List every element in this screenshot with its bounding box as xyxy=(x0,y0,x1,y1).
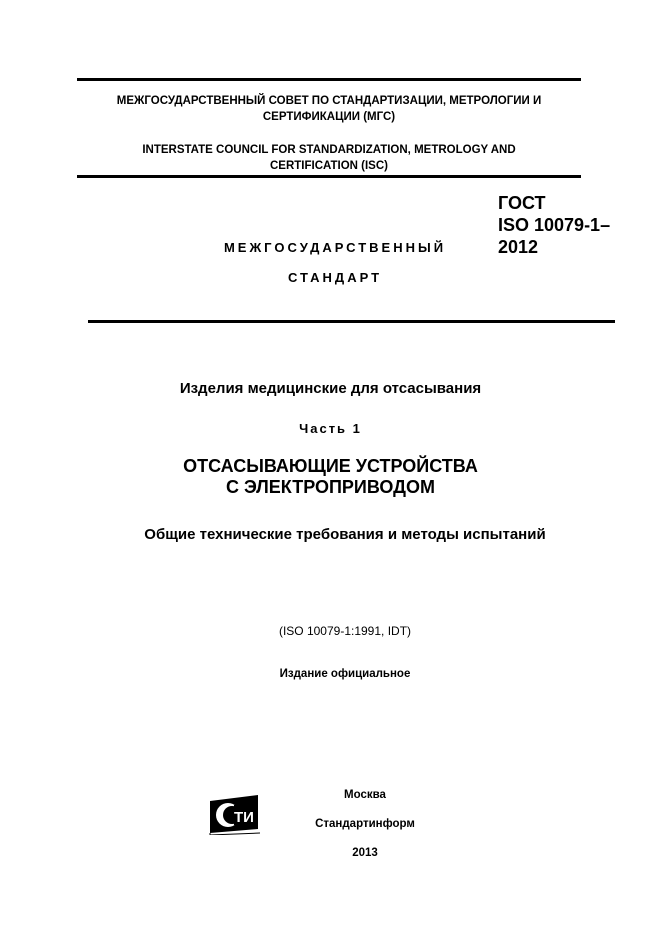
publisher-city: Москва xyxy=(344,789,386,801)
svg-text:ТИ: ТИ xyxy=(234,809,254,826)
standard-type-line: МЕЖГОСУДАРСТВЕННЫЙ xyxy=(223,240,447,255)
divider-bottom xyxy=(88,320,615,323)
subtitle-line: ОТСАСЫВАЮЩИЕ УСТРОЙСТВА xyxy=(183,456,478,476)
standard-type xyxy=(200,233,470,293)
publication-year: 2013 xyxy=(352,847,378,859)
standartinform-logo xyxy=(208,793,262,835)
council-en-line: INTERSTATE COUNCIL FOR STANDARDIZATION, METROLOGY AND xyxy=(142,144,516,156)
part-label: Часть 1 xyxy=(299,421,362,436)
gost-designation xyxy=(498,192,610,258)
publisher-name: Стандартинформ xyxy=(315,818,415,830)
standard-type-line: СТАНДАРТ xyxy=(287,270,383,285)
designation-line: ГОСТ xyxy=(498,193,546,213)
subtitle-line: С ЭЛЕКТРОПРИВОДОМ xyxy=(226,477,435,497)
council-ru-line: СЕРТИФИКАЦИИ (МГС) xyxy=(262,111,396,123)
designation-line: 2012 xyxy=(498,237,539,257)
council-en xyxy=(77,142,581,174)
council-en-line: CERTIFICATION (ISC) xyxy=(270,160,388,172)
council-ru-line: МЕЖГОСУДАРСТВЕННЫЙ СОВЕТ ПО СТАНДАРТИЗАЦИИ, МЕТРОЛОГИИ И xyxy=(116,95,542,107)
subtitle xyxy=(0,456,661,498)
designation-line: ISO 10079-1– xyxy=(498,215,611,235)
document-title: Изделия медицинские для отсасывания xyxy=(179,380,482,397)
divider-top xyxy=(77,78,581,81)
requirements-subtitle: Общие технические требования и методы испытаний xyxy=(144,526,546,543)
iso-reference: (ISO 10079-1:1991, IDT) xyxy=(278,624,412,638)
council-ru xyxy=(77,93,581,125)
edition-label: Издание официальное xyxy=(279,668,411,680)
divider-middle xyxy=(77,175,581,178)
